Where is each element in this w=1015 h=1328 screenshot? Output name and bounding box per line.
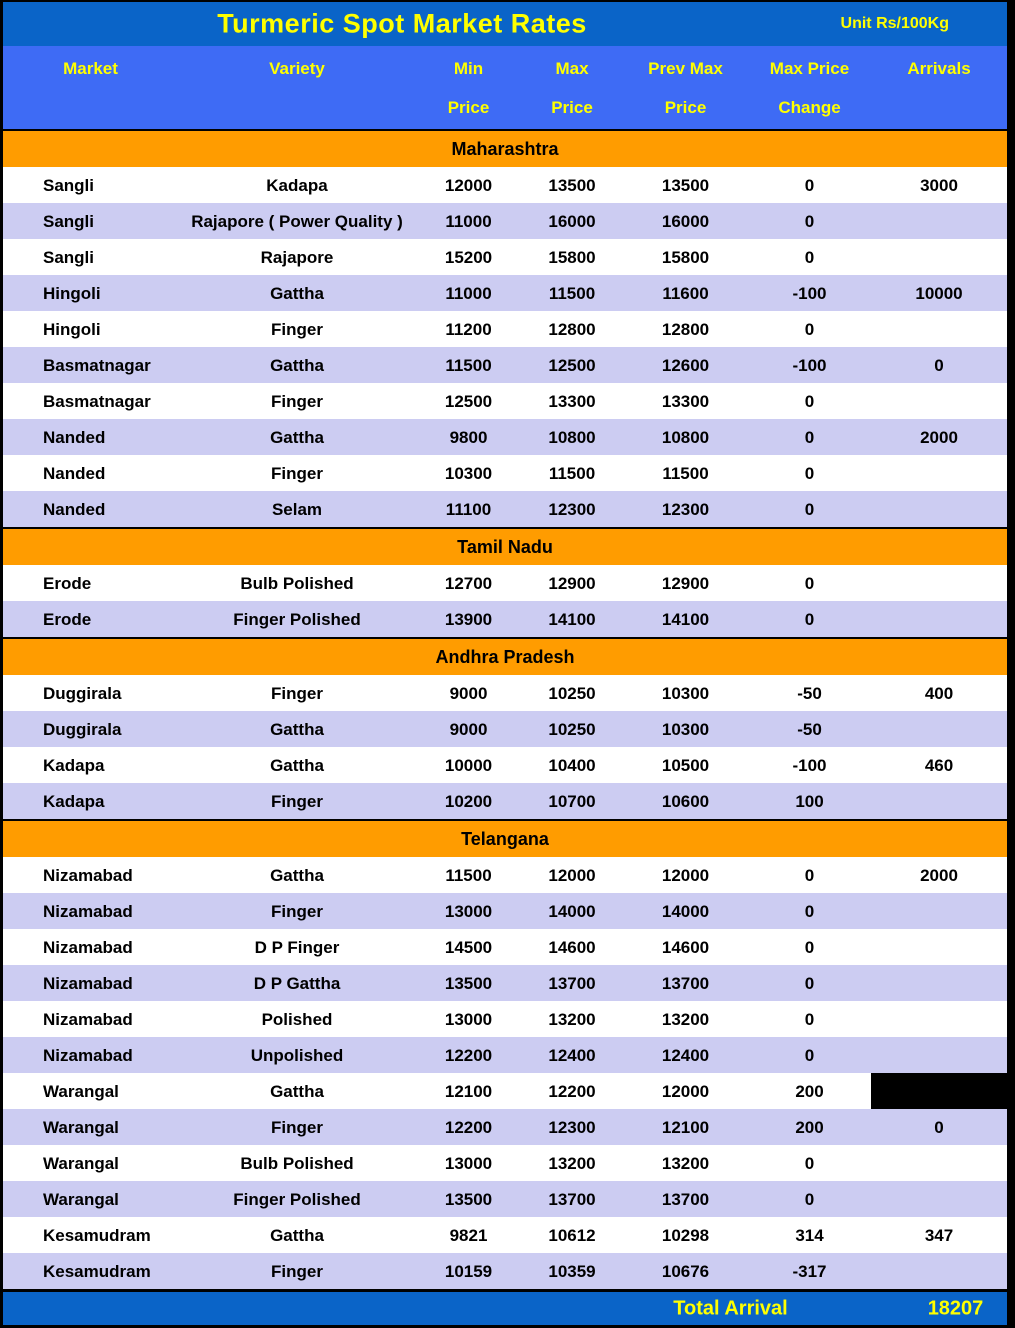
table-row [3, 383, 1007, 419]
arrivals-cell [871, 783, 1007, 819]
min-cell: 13000 [444, 1153, 493, 1173]
variety-cell: Finger Polished [233, 1189, 361, 1209]
table-row [3, 1037, 1007, 1073]
market-cell: Sangli [43, 247, 95, 267]
prev-max-cell: 10800 [661, 427, 710, 447]
change-cell: -50 [797, 719, 822, 739]
table-row [3, 1001, 1007, 1037]
change-cell: 0 [804, 247, 815, 267]
change-cell: 0 [804, 499, 815, 519]
table-row [3, 167, 1007, 203]
max-cell: 10359 [548, 1261, 596, 1281]
section-title: Tamil Nadu [457, 536, 553, 557]
market-cell: Sangli [43, 175, 95, 195]
market-cell: Nizamabad [43, 1045, 133, 1065]
max-cell: 12900 [548, 573, 596, 593]
market-cell: Nizamabad [43, 937, 133, 957]
arrivals-cell [871, 929, 1007, 965]
max-cell: 14100 [548, 609, 596, 629]
variety-cell: Finger Polished [233, 609, 361, 629]
arrivals-cell [871, 565, 1007, 601]
change-cell: 100 [795, 791, 824, 811]
prev-max-cell: 11500 [662, 463, 709, 483]
arrivals-cell: 2000 [920, 427, 958, 447]
page-title: Turmeric Spot Market Rates [217, 8, 587, 39]
variety-cell: Finger [271, 1117, 323, 1137]
change-cell: 0 [804, 1153, 815, 1173]
section-header [3, 129, 1007, 167]
table-row [3, 1181, 1007, 1217]
market-cell: Nanded [43, 463, 106, 483]
max-cell: 10800 [548, 427, 596, 447]
prev-max-cell: 14100 [661, 609, 710, 629]
min-cell: 11500 [445, 865, 492, 885]
rates-table [3, 2, 1007, 1325]
max-cell: 16000 [548, 211, 596, 231]
change-cell: 0 [804, 175, 815, 195]
column-header-max-price-change: Max Price Change [769, 59, 850, 117]
variety-cell: Unpolished [250, 1045, 344, 1065]
variety-cell: Gattha [270, 865, 324, 885]
min-cell: 12000 [444, 175, 493, 195]
arrivals-cell: 0 [934, 355, 944, 375]
table-row [3, 1253, 1007, 1289]
market-cell: Kesamudram [43, 1225, 151, 1245]
change-cell: 200 [795, 1081, 824, 1101]
prev-max-cell: 13300 [661, 391, 710, 411]
arrivals-cell [871, 491, 1007, 527]
min-cell: 9000 [449, 683, 488, 703]
table-row [3, 419, 1007, 455]
table-row [3, 239, 1007, 275]
arrivals-cell: 0 [934, 1117, 944, 1137]
change-cell: 0 [804, 609, 815, 629]
table-row [3, 275, 1007, 311]
market-cell: Erode [43, 573, 92, 593]
arrivals-cell [871, 1181, 1007, 1217]
total-arrival-value: 18207 [927, 1297, 984, 1319]
market-cell: Kadapa [43, 755, 105, 775]
min-cell: 12200 [444, 1117, 493, 1137]
min-cell: 10200 [444, 791, 493, 811]
arrivals-cell: 3000 [920, 175, 958, 195]
unit-label: Unit Rs/100Kg [840, 15, 949, 32]
section-header [3, 819, 1007, 857]
max-cell: 13700 [548, 973, 596, 993]
column-header-prev-max-price: Prev Max Price [648, 59, 723, 117]
prev-max-cell: 10298 [661, 1225, 710, 1245]
change-cell: 0 [804, 391, 815, 411]
prev-max-cell: 10500 [661, 755, 710, 775]
prev-max-cell: 12300 [661, 499, 710, 519]
change-cell: 0 [804, 973, 815, 993]
arrivals-cell: 460 [924, 755, 954, 775]
min-cell: 11000 [445, 283, 492, 303]
market-cell: Erode [43, 609, 92, 629]
min-cell: 9000 [449, 719, 488, 739]
market-cell: Kesamudram [43, 1261, 151, 1281]
variety-cell: Bulb Polished [240, 1153, 354, 1173]
min-cell: 9800 [449, 427, 488, 447]
arrivals-cell: 347 [924, 1225, 954, 1245]
market-cell: Kadapa [43, 791, 105, 811]
max-cell: 12300 [548, 1117, 596, 1137]
total-arrival-label: Total Arrival [673, 1297, 788, 1319]
min-cell: 12200 [444, 1045, 493, 1065]
table-body [3, 129, 1007, 1289]
market-cell: Basmatnagar [43, 355, 151, 375]
arrivals-cell [871, 601, 1007, 637]
arrivals-cell [871, 455, 1007, 491]
max-cell: 14000 [548, 901, 596, 921]
table-row [3, 601, 1007, 637]
market-cell: Hingoli [43, 283, 101, 303]
variety-cell: Kadapa [266, 175, 328, 195]
table-row [3, 747, 1007, 783]
min-cell: 13500 [444, 973, 493, 993]
min-cell: 10000 [444, 755, 493, 775]
table-row [3, 711, 1007, 747]
table-row [3, 857, 1007, 893]
change-cell: 0 [804, 901, 815, 921]
prev-max-cell: 12800 [661, 319, 710, 339]
variety-cell: Finger [271, 1261, 323, 1281]
min-cell: 10300 [444, 463, 493, 483]
arrivals-cell: 2000 [920, 865, 958, 885]
change-cell: 0 [804, 573, 815, 593]
min-cell: 13000 [444, 1009, 493, 1029]
table-row [3, 347, 1007, 383]
variety-cell: Finger [271, 683, 323, 703]
arrivals-cell: 400 [924, 683, 954, 703]
variety-cell: Gattha [270, 427, 324, 447]
table-row [3, 1145, 1007, 1181]
prev-max-cell: 12900 [661, 573, 710, 593]
max-cell: 11500 [548, 283, 596, 303]
min-cell: 12100 [444, 1081, 493, 1101]
variety-cell: Gattha [270, 283, 324, 303]
table-row [3, 1073, 1007, 1109]
section-header [3, 637, 1007, 675]
variety-cell: D P Gattha [253, 973, 341, 993]
market-cell: Nanded [43, 427, 106, 447]
prev-max-cell: 14600 [661, 937, 710, 957]
prev-max-cell: 13200 [661, 1009, 710, 1029]
min-cell: 9821 [449, 1225, 488, 1245]
max-cell: 11500 [548, 463, 596, 483]
prev-max-cell: 12000 [661, 1081, 710, 1101]
table-row [3, 893, 1007, 929]
change-cell: 0 [804, 865, 815, 885]
market-cell: Nizamabad [43, 1009, 133, 1029]
section-title: Maharashtra [451, 138, 559, 159]
max-cell: 12300 [548, 499, 596, 519]
change-cell: 0 [804, 319, 815, 339]
arrivals-cell [871, 239, 1007, 275]
section-title: Telangana [461, 828, 549, 849]
variety-cell: Rajapore [260, 247, 334, 267]
change-cell: -50 [797, 683, 822, 703]
table-row [3, 675, 1007, 711]
prev-max-cell: 10300 [661, 683, 710, 703]
prev-max-cell: 12100 [661, 1117, 710, 1137]
market-cell: Duggirala [43, 683, 122, 703]
min-cell: 11500 [445, 355, 492, 375]
change-cell: 314 [795, 1225, 824, 1245]
column-header-variety: Variety [269, 59, 325, 78]
min-cell: 10159 [444, 1261, 493, 1281]
variety-cell: Finger [271, 319, 323, 339]
max-cell: 12400 [548, 1045, 596, 1065]
prev-max-cell: 12600 [661, 355, 710, 375]
table-row [3, 1109, 1007, 1145]
change-cell: 0 [804, 937, 815, 957]
prev-max-cell: 16000 [661, 211, 710, 231]
footer-bar [3, 1289, 1007, 1325]
variety-cell: Gattha [270, 1225, 324, 1245]
prev-max-cell: 13500 [661, 175, 710, 195]
max-cell: 13200 [548, 1009, 596, 1029]
prev-max-cell: 13700 [661, 1189, 710, 1209]
min-cell: 11100 [445, 499, 492, 519]
max-cell: 10400 [548, 755, 596, 775]
change-cell: 0 [804, 1045, 815, 1065]
min-cell: 14500 [444, 937, 493, 957]
table-row [3, 565, 1007, 601]
arrivals-cell [871, 965, 1007, 1001]
arrivals-cell [871, 311, 1007, 347]
column-header-row [3, 46, 1007, 129]
arrivals-cell [871, 711, 1007, 747]
market-cell: Warangal [43, 1081, 119, 1101]
table-row [3, 965, 1007, 1001]
variety-cell: Finger [271, 463, 323, 483]
change-cell: 0 [804, 463, 815, 483]
prev-max-cell: 11600 [662, 283, 709, 303]
market-cell: Warangal [43, 1189, 119, 1209]
arrivals-cell [871, 1145, 1007, 1181]
max-cell: 12800 [548, 319, 596, 339]
change-cell: -100 [792, 755, 827, 775]
market-cell: Nizamabad [43, 973, 133, 993]
variety-cell: Finger [271, 791, 323, 811]
prev-max-cell: 12000 [661, 865, 710, 885]
arrivals-cell [871, 203, 1007, 239]
table-row [3, 455, 1007, 491]
arrivals-cell [871, 1073, 1015, 1109]
market-cell: Basmatnagar [43, 391, 151, 411]
min-cell: 11000 [445, 211, 492, 231]
change-cell: 0 [804, 1009, 815, 1029]
arrivals-cell [871, 893, 1007, 929]
table-row [3, 783, 1007, 819]
table-row [3, 311, 1007, 347]
max-cell: 15800 [548, 247, 596, 267]
variety-cell: Finger [271, 901, 323, 921]
variety-cell: Gattha [270, 755, 324, 775]
prev-max-cell: 12400 [661, 1045, 710, 1065]
max-cell: 13700 [548, 1189, 596, 1209]
variety-cell: Gattha [270, 1081, 324, 1101]
column-header-arrivals: Arrivals [907, 59, 971, 78]
min-cell: 11200 [445, 319, 492, 339]
table-row [3, 929, 1007, 965]
variety-cell: Gattha [270, 719, 324, 739]
min-cell: 12700 [444, 573, 493, 593]
max-cell: 13500 [548, 175, 596, 195]
variety-cell: Bulb Polished [240, 573, 354, 593]
arrivals-cell: 10000 [915, 283, 963, 303]
market-cell: Nizamabad [43, 901, 133, 921]
arrivals-cell [871, 1253, 1007, 1289]
prev-max-cell: 10676 [661, 1261, 710, 1281]
prev-max-cell: 10600 [661, 791, 710, 811]
variety-cell: Rajapore ( Power Quality ) [191, 211, 403, 231]
min-cell: 15200 [444, 247, 493, 267]
variety-cell: Gattha [270, 355, 324, 375]
section-title: Andhra Pradesh [435, 646, 575, 667]
prev-max-cell: 14000 [661, 901, 710, 921]
variety-cell: Selam [271, 499, 323, 519]
change-cell: -100 [792, 355, 827, 375]
market-cell: Sangli [43, 211, 95, 231]
max-cell: 10250 [548, 683, 596, 703]
prev-max-cell: 13700 [661, 973, 710, 993]
min-cell: 13900 [444, 609, 493, 629]
column-header-market: Market [63, 59, 118, 78]
change-cell: -100 [792, 283, 827, 303]
max-cell: 14600 [548, 937, 596, 957]
table-row [3, 1217, 1007, 1253]
max-cell: 12000 [548, 865, 596, 885]
variety-cell: Polished [261, 1009, 333, 1029]
prev-max-cell: 15800 [661, 247, 710, 267]
arrivals-cell [871, 1037, 1007, 1073]
min-cell: 13500 [444, 1189, 493, 1209]
max-cell: 13300 [548, 391, 596, 411]
table-row [3, 203, 1007, 239]
change-cell: -317 [792, 1261, 827, 1281]
variety-cell: Finger [271, 391, 323, 411]
section-header [3, 527, 1007, 565]
min-cell: 13000 [444, 901, 493, 921]
max-cell: 12200 [548, 1081, 596, 1101]
table-row [3, 491, 1007, 527]
arrivals-cell [871, 383, 1007, 419]
market-cell: Warangal [43, 1117, 119, 1137]
min-cell: 12500 [444, 391, 493, 411]
arrivals-cell [871, 1001, 1007, 1037]
market-cell: Nanded [43, 499, 106, 519]
prev-max-cell: 13200 [661, 1153, 710, 1173]
market-cell: Warangal [43, 1153, 119, 1173]
change-cell: 200 [795, 1117, 824, 1137]
title-bar [3, 2, 1007, 46]
max-cell: 10250 [548, 719, 596, 739]
column-header-max-price: Max Price [551, 59, 593, 117]
market-cell: Duggirala [43, 719, 122, 739]
max-cell: 10700 [548, 791, 596, 811]
max-cell: 13200 [548, 1153, 596, 1173]
change-cell: 0 [804, 211, 815, 231]
change-cell: 0 [804, 427, 815, 447]
market-cell: Nizamabad [43, 865, 133, 885]
max-cell: 12500 [548, 355, 596, 375]
prev-max-cell: 10300 [661, 719, 710, 739]
max-cell: 10612 [548, 1225, 596, 1245]
market-cell: Hingoli [43, 319, 101, 339]
variety-cell: D P Finger [254, 937, 340, 957]
column-header-min-price: Min Price [447, 59, 490, 117]
change-cell: 0 [804, 1189, 815, 1209]
